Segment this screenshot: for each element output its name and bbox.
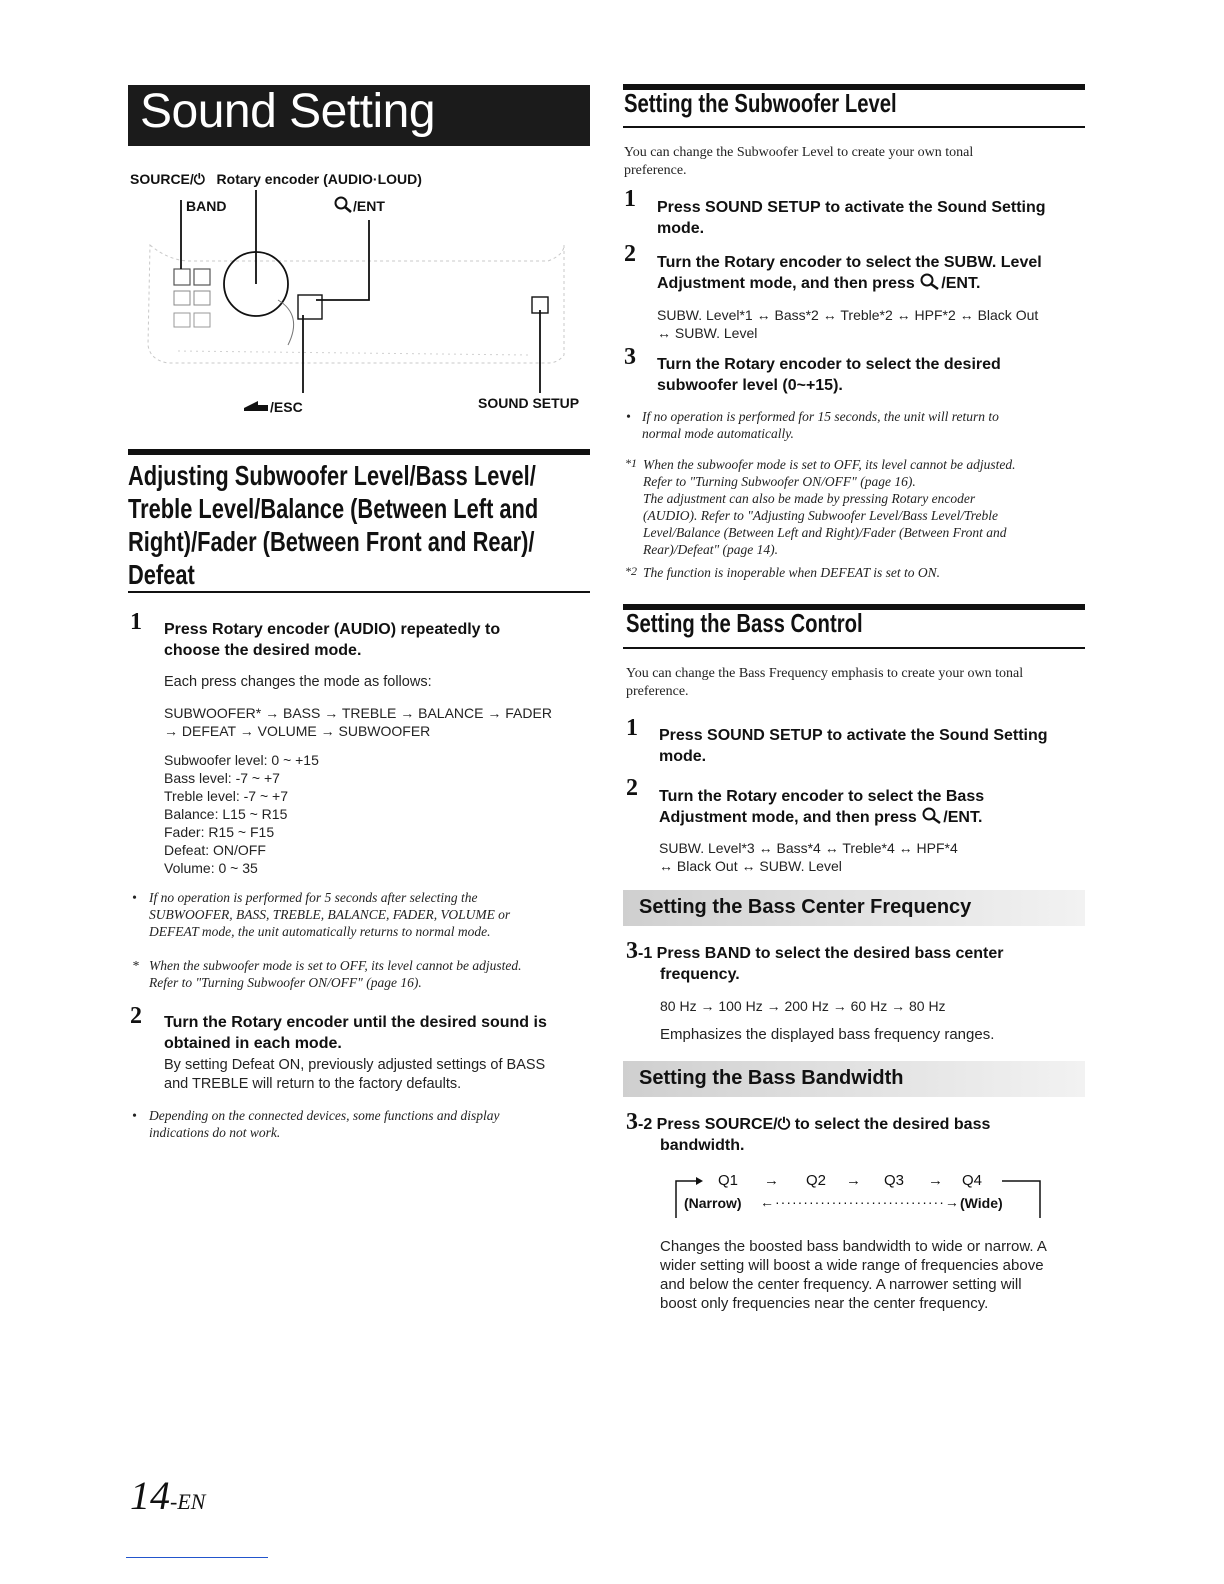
center-sequence: 80 Hz → 100 Hz → 200 Hz → 60 Hz → 80 Hz bbox=[660, 998, 946, 1014]
footnote-2: The function is inoperable when DEFEAT is set to ON. bbox=[643, 565, 940, 580]
sub-step-1: Press SOUND SETUP to activate the Sound Setting mode. bbox=[657, 199, 1046, 237]
adjusting-heading: Adjusting Subwoofer Level/Bass Level/ Treble Level/Balance (Between Left and Right)/Fader (Between Front and Rear)/ Defeat bbox=[128, 460, 539, 590]
bandwidth-band: Setting the Bass Bandwidth bbox=[623, 1061, 1085, 1097]
bass-rule-bottom bbox=[623, 647, 1085, 649]
narrow-label: (Narrow) bbox=[684, 1195, 742, 1211]
bullet-icon: • bbox=[132, 890, 137, 905]
step-1-text: Press Rotary encoder (AUDIO) repeatedly to choose the desired mode. bbox=[164, 621, 501, 659]
dotted-arrow: ←······························→ bbox=[760, 1194, 960, 1210]
device-diagram bbox=[128, 165, 590, 420]
sub-step-2: Turn the Rotary encoder to select the SUBW. Level Adjustment mode, and then press /ENT. bbox=[657, 254, 1042, 292]
subw-sequence: SUBW. Level*1 ↔ Bass*2 ↔ Treble*2 ↔ HPF*2 ↔ Black Out ↔ SUBW. Level bbox=[657, 307, 1039, 341]
center-frequency-band: Setting the Bass Center Frequency bbox=[623, 890, 1085, 926]
footer-link-rule bbox=[126, 1557, 268, 1558]
center-body: Emphasizes the displayed bass frequency ranges. bbox=[660, 1026, 995, 1043]
footnote-1: When the subwoofer mode is set to OFF, its level cannot be adjusted. Refer to "Turning Subwoofer ON/OFF" (page 16). The adjustment can also be made by pressing Rotary encoder (AUDIO). Refer to "Adjusting Subwoofer Level/Bass Level/Treble Level/Balance (Between Left and Right)/Fader (Between Front and Rear)/Defeat" (page 14). bbox=[643, 457, 1016, 557]
footnote-2-mark: *2 bbox=[625, 564, 637, 578]
step-2-body: By setting Defeat ON, previously adjusted settings of BASS and TREBLE will return to the factory defaults. bbox=[164, 1057, 546, 1092]
level-ranges: Subwoofer level: 0 ~ +15 Bass level: -7 ~ +7 Treble level: -7 ~ +7 Balance: L15 ~ R15 Fader: R15 ~ F15 Defeat: ON/OFF Volume: 0 ~ 35 bbox=[164, 752, 319, 876]
bw-value: Q2 bbox=[806, 1172, 827, 1189]
section-rule-top bbox=[128, 449, 590, 455]
sub-rule-bottom bbox=[623, 126, 1085, 128]
mode-sequence: SUBWOOFER* → BASS → TREBLE → BALANCE → FADER → DEFEAT → VOLUME → SUBWOOFER bbox=[164, 705, 552, 739]
subwoofer-heading: Setting the Subwoofer Level bbox=[624, 88, 897, 118]
bass-intro: You can change the Bass Frequency emphasis to create your own tonal preference. bbox=[626, 666, 1024, 699]
bass-step-2: Turn the Rotary encoder to select the Bass Adjustment mode, and then press /ENT. bbox=[659, 788, 985, 826]
step-1-body: Each press changes the mode as follows: bbox=[164, 674, 432, 690]
esc-label: /ESC bbox=[270, 399, 303, 415]
faceplate-drawing bbox=[128, 165, 590, 420]
step-number: 1 bbox=[626, 715, 638, 741]
note-auto-return: If no operation is performed for 5 seconds after selecting the SUBWOOFER, BASS, TREBLE, BALANCE, FADER, VOLUME or DEFEAT mode, the unit automatically returns to normal mode. bbox=[149, 890, 511, 939]
asterisk-icon: * bbox=[132, 958, 139, 973]
step-2-text: Turn the Rotary encoder until the desired sound is obtained in each mode. bbox=[164, 1014, 547, 1052]
note-devices: Depending on the connected devices, some functions and display indications do not work. bbox=[149, 1108, 500, 1140]
sub-step-3: Turn the Rotary encoder to select the desired subwoofer level (0~+15). bbox=[657, 356, 1001, 394]
page-number: 14-EN bbox=[130, 1473, 206, 1518]
bandwidth-body: Changes the boosted bass bandwidth to wide or narrow. A wider setting will boost a wide range of frequencies above and below the center frequency. A narrower setting will boost only frequencies near the center frequency. bbox=[660, 1238, 1047, 1312]
search-icon bbox=[921, 807, 943, 825]
bw-value: Q1 bbox=[718, 1172, 739, 1189]
step-number: 2 bbox=[626, 775, 638, 801]
ent-label: /ENT bbox=[333, 196, 385, 214]
wide-label: (Wide) bbox=[960, 1195, 1003, 1211]
step-number: 1 bbox=[624, 186, 636, 212]
center-step: 3-1 Press BAND to select the desired bass center frequency. bbox=[626, 938, 1004, 983]
bandwidth-diagram bbox=[674, 1168, 1042, 1220]
bass-sequence: SUBW. Level*3 ↔ Bass*4 ↔ Treble*4 ↔ HPF*4 ↔ Black Out ↔ SUBW. Level bbox=[659, 840, 958, 874]
bass-heading: Setting the Bass Control bbox=[626, 608, 863, 638]
arrow-right-icon: → bbox=[764, 1172, 779, 1189]
source-label: SOURCE/⏻ Rotary encoder (AUDIO·LOUD) bbox=[130, 171, 422, 187]
bullet-icon: • bbox=[132, 1108, 137, 1123]
bullet-icon: • bbox=[626, 409, 631, 424]
step-number: 2 bbox=[624, 241, 636, 267]
bandwidth-step: 3-2 Press SOURCE/⏻ to select the desired bass bandwidth. bbox=[626, 1109, 991, 1154]
search-icon bbox=[919, 273, 941, 291]
page-title: Sound Setting bbox=[140, 85, 436, 138]
bw-value: Q4 bbox=[962, 1172, 983, 1189]
bass-step-1: Press SOUND SETUP to activate the Sound Setting mode. bbox=[659, 727, 1048, 765]
arrow-right-icon: → bbox=[846, 1172, 861, 1189]
step-number: 1 bbox=[130, 609, 142, 635]
step-number: 2 bbox=[130, 1003, 142, 1029]
sound-setup-label: SOUND SETUP bbox=[478, 395, 580, 411]
note-subwoofer-off: When the subwoofer mode is set to OFF, its level cannot be adjusted. Refer to "Turning Subwoofer ON/OFF" (page 16). bbox=[149, 958, 522, 990]
step-number: 3 bbox=[624, 344, 636, 370]
arrow-right-icon: → bbox=[928, 1172, 943, 1189]
bw-value: Q3 bbox=[884, 1172, 905, 1189]
footnote-1-mark: *1 bbox=[625, 456, 637, 470]
sub-note: If no operation is performed for 15 seconds, the unit will return to normal mode automatically. bbox=[642, 409, 999, 441]
subwoofer-intro: You can change the Subwoofer Level to create your own tonal preference. bbox=[624, 145, 974, 178]
section-rule-bottom bbox=[128, 591, 590, 593]
band-label: BAND bbox=[186, 198, 227, 214]
